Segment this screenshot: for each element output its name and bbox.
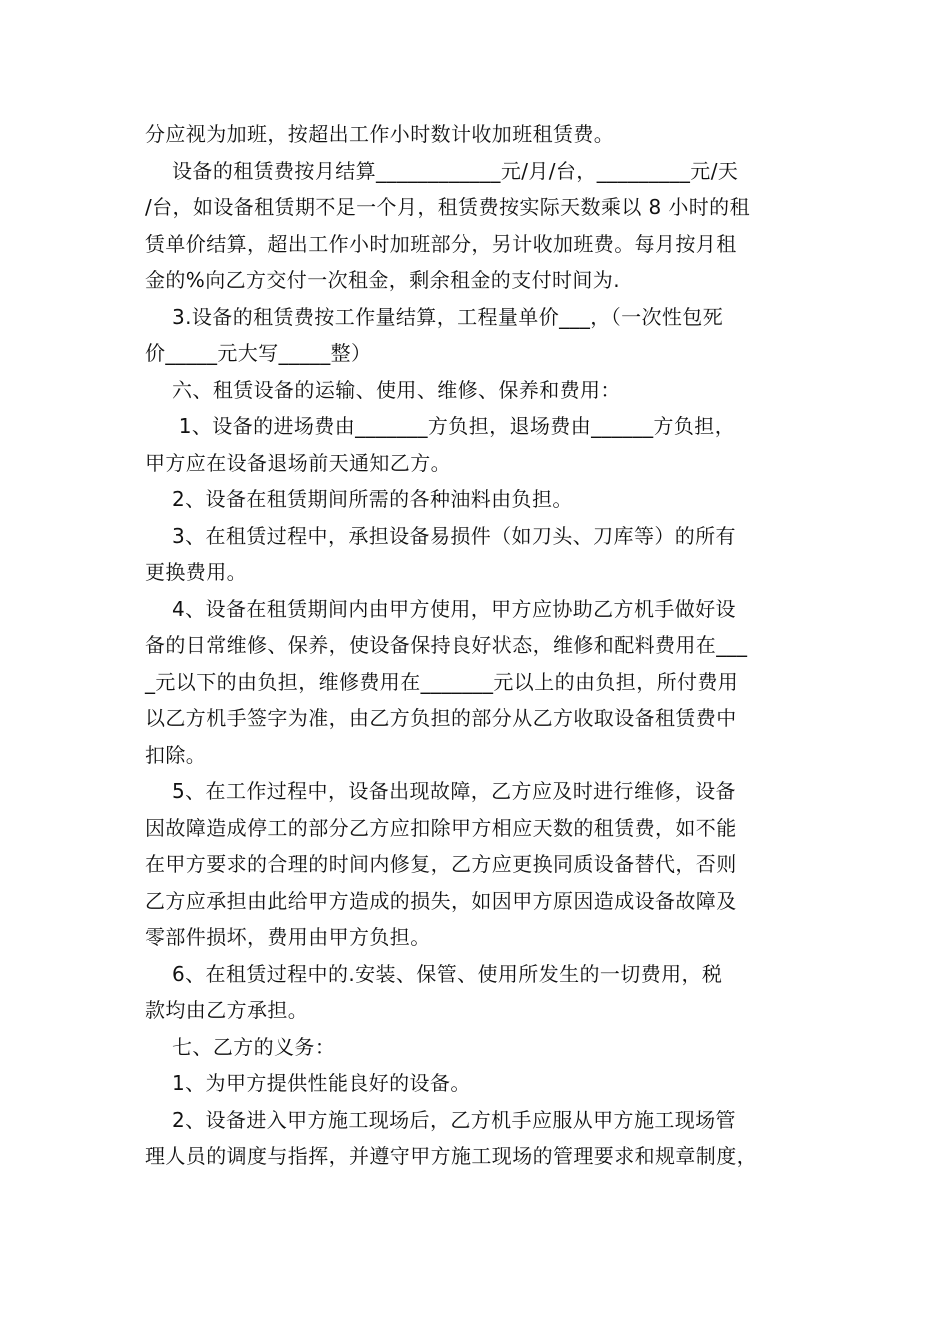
text-line: 甲方应在设备退场前天通知乙方。 — [145, 450, 451, 475]
text-line: 3、在租赁过程中，承担设备易损件（如刀头、刀库等）的所有 — [145, 523, 736, 548]
text-line: 在甲方要求的合理的时间内修复，乙方应更换同质设备替代，否则 — [145, 852, 737, 876]
section-heading: 七、乙方的义务： — [145, 1034, 336, 1059]
text-line: 理人员的调度与指挥，并遵守甲方施工现场的管理要求和规章制度， — [145, 1144, 757, 1168]
text-line: 以乙方机手签字为准，由乙方负担的部分从乙方收取设备租赁费中 — [145, 706, 737, 730]
text-line: 2、设备进入甲方施工现场后，乙方机手应服从甲方施工现场管 — [145, 1107, 736, 1132]
text-line: 金的%向乙方交付一次租金，剩余租金的支付时间为. — [145, 268, 620, 292]
text-line: 备的日常维修、保养，使设备保持良好状态，维修和配料费用在___ — [145, 633, 748, 657]
text-line: 零部件损坏，费用由甲方负担。 — [145, 925, 431, 949]
section-heading: 六、租赁设备的运输、使用、维修、保养和费用： — [145, 377, 621, 402]
text-line: 1、设备的进场费由_______方负担，退场费由______方负担， — [145, 414, 736, 438]
text-line: 6、在租赁过程中的.安装、保管、使用所发生的一切费用，税 — [145, 961, 723, 986]
text-line: 4、设备在租赁期间内由甲方使用，甲方应协助乙方机手做好设 — [145, 596, 736, 621]
text-line: 赁单价结算，超出工作小时加班部分，另计收加班费。每月按月租 — [145, 231, 737, 256]
text-line: 1、为甲方提供性能良好的设备。 — [145, 1071, 471, 1095]
text-line: 乙方应承担由此给甲方造成的损失，如因甲方原因造成设备故障及 — [145, 888, 737, 913]
text-line: 更换费用。 — [145, 560, 247, 584]
text-line: 分应视为加班，按超出工作小时数计收加班租赁费。 — [145, 122, 615, 146]
text-line: _元以下的由负担，维修费用在_______元以上的由负担，所付费用 — [145, 669, 739, 694]
text-line: /台，如设备租赁期不足一个月，租赁费按实际天数乘以 8 小时的租 — [145, 195, 750, 219]
text-line: 款均由乙方承担。 — [145, 998, 309, 1022]
text-line: 5、在工作过程中，设备出现故障，乙方应及时进行维修，设备 — [145, 779, 736, 803]
text-line: 2、设备在租赁期间所需的各种油料由负担。 — [145, 487, 573, 511]
text-line: 价_____元大写_____整） — [145, 341, 372, 365]
text-line: 3.设备的租赁费按工作量结算，工程量单价___，（一次性包死 — [145, 304, 724, 329]
text-line: 扣除。 — [145, 742, 207, 767]
document-body — [145, 116, 805, 1175]
text-line: 设备的租赁费按月结算____________元/月/台，_________元/天 — [145, 158, 739, 183]
text-line: 因故障造成停工的部分乙方应扣除甲方相应天数的租赁费，如不能 — [145, 815, 737, 840]
